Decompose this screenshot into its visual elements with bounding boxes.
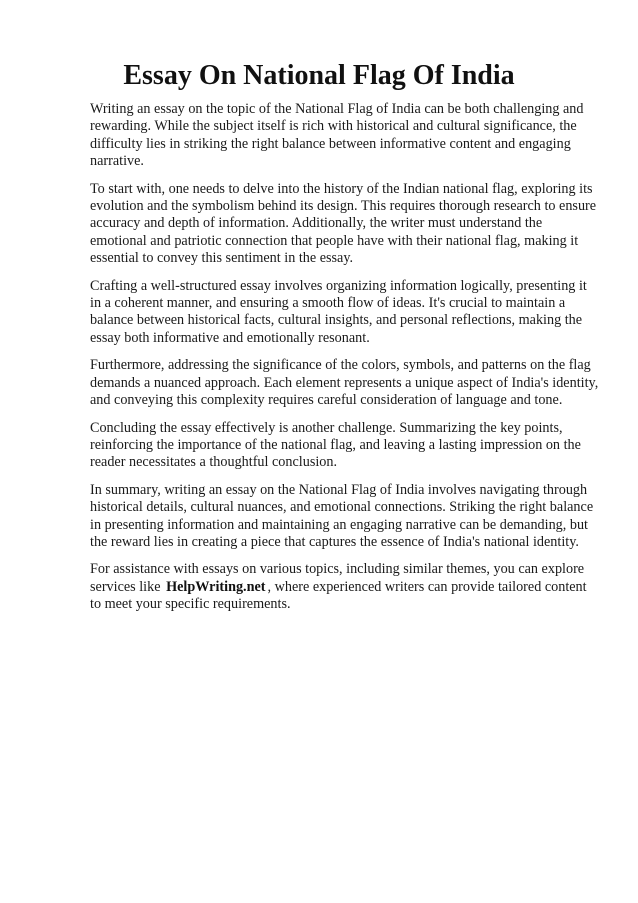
- document-body: [90, 101, 600, 624]
- paragraph-2: To start with, one needs to delve into the history of the Indian national flag, exploring its evolution and the symbolism behind its design. This requires thorough research to ensure accuracy and depth of information. Additionally, the writer must understand the emotional and patriotic connection that people have with their national flag, making it essential to convey this sentiment in the essay.: [90, 180, 597, 267]
- paragraph-1: Writing an essay on the topic of the National Flag of India can be both challenging and rewarding. While the subject itself is rich with historical and cultural significance, the difficulty lies in striking the right balance between informative content and engaging narrative.: [90, 101, 584, 170]
- document-title: Essay On National Flag Of India: [123, 60, 515, 91]
- paragraph-7-before-link: For assistance with essays on various topics, including similar themes, you can explore services like: [90, 561, 585, 595]
- paragraph-7-after-link: , where experienced writers can provide tailored content to meet your specific requirements.: [90, 578, 587, 613]
- paragraph-3: Crafting a well-structured essay involves organizing information logically, presenting it in a coherent manner, and ensuring a smooth flow of ideas. It's crucial to maintain a balance between historical facts, cultural insights, and personal reflections, making the essay both informative and emotionally resonant.: [90, 277, 587, 346]
- paragraph-5: Concluding the essay effectively is another challenge. Summarizing the key points, reinforcing the importance of the national flag, and leaving a lasting impression on the reader necessitates a thoughtful conclusion.: [90, 419, 581, 471]
- helpwriting-link[interactable]: HelpWriting.net: [166, 578, 266, 595]
- paragraph-7: [90, 561, 600, 613]
- paragraph-6: In summary, writing an essay on the National Flag of India involves navigating through historical details, cultural nuances, and emotional connections. Striking the right balance in presenting information and maintaining an engaging narrative can be demanding, but the reward lies in creating a piece that captures the essence of India's national identity.: [90, 481, 594, 550]
- paragraph-4: Furthermore, addressing the significance of the colors, symbols, and patterns on the flag demands a nuanced approach. Each element represents a unique aspect of India's identity, and conveying this complexity requires careful consideration of language and tone.: [90, 357, 599, 409]
